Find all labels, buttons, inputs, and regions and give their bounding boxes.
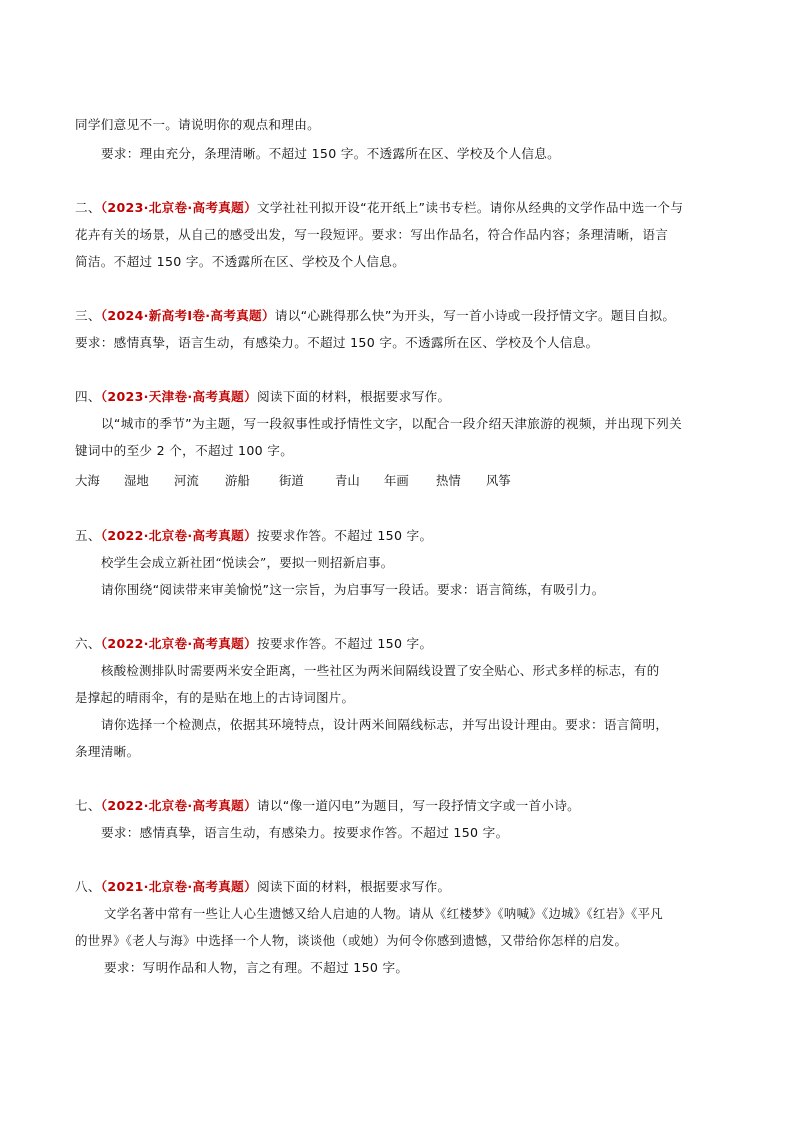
keyword: 河流 [174, 473, 199, 488]
question-text: 请以“心跳得那么快”为开头，写一首小诗或一段抒情文字。题目自拟。 [274, 308, 676, 323]
question-5-line [75, 528, 432, 544]
question-number: 四、 [75, 389, 101, 404]
keyword: 风筝 [486, 473, 511, 488]
question-text: 阅读下面的材料，根据要求写作。 [256, 879, 451, 894]
question-5-text: 请你围绕“阅读带来审美愉悦”这一宗旨，为启事写一段话。要求：语言简练，有吸引力。 [101, 582, 605, 597]
question-3-line [75, 308, 675, 324]
question-source: （2023·北京卷·高考真题） [100, 200, 257, 215]
keyword: 湿地 [124, 473, 149, 488]
question-8-text: 文学名著中常有一些让人心生遗憾又给人启迪的人物。请从《红楼梦》《呐喊》《边城》《红岩》《平凡 [104, 906, 663, 921]
keyword: 年画 [384, 473, 409, 488]
question-text: 按要求作答。不超过 150 字。 [256, 528, 433, 543]
keyword: 大海 [75, 473, 100, 488]
question-8-text: 的世界》《老人与海》中选择一个人物，谈谈他（或她）为何令你感到遗憾，又带给你怎样的启发。 [75, 933, 628, 948]
question-text: 请以“像一道闪电”为题目，写一段抒情文字或一首小诗。 [256, 798, 581, 813]
keyword: 青山 [335, 473, 360, 488]
question-text: 文学社社刊拟开设“花开纸上”读书专栏。请你从经典的文学作品中选一个与 [256, 200, 684, 215]
question-6-text: 是撑起的晴雨伞，有的是贴在地上的古诗词图片。 [75, 690, 355, 705]
question-8-requirement: 要求：写明作品和人物，言之有理。不超过 150 字。 [104, 960, 409, 975]
question-8-line [75, 879, 450, 895]
question-number: 三、 [75, 308, 101, 323]
question-2-text: 花卉有关的场景，从自己的感受出发，写一段短评。要求：写出作品名，符合作品内容；条理清晰，语言 [75, 227, 669, 242]
question-4-text: 以“城市的季节”为主题，写一段叙事性或抒情性文字，以配合一段介绍天津旅游的视频，并出现下列关 [101, 416, 682, 431]
question-number: 八、 [75, 879, 101, 894]
question-6-text: 条理清晰。 [75, 744, 140, 759]
question-5-text: 校学生会成立新社团“悦读会”，要拟一则招新启事。 [101, 555, 394, 570]
question-2-text: 简洁。不超过 150 字。不透露所在区、学校及个人信息。 [75, 254, 406, 269]
question-6-line [75, 636, 432, 652]
question-number: 五、 [75, 528, 101, 543]
question-6-text: 请你选择一个检测点，依据其环境特点，设计两米间隔线标志，并写出设计理由。要求：语言简明， [101, 717, 669, 732]
question-text: 按要求作答。不超过 150 字。 [256, 636, 433, 651]
keyword: 游船 [225, 473, 250, 488]
question-number: 二、 [75, 200, 101, 215]
question-7-line [75, 798, 580, 814]
intro-line: 同学们意见不一。请说明你的观点和理由。 [75, 117, 320, 132]
question-2-line [75, 200, 683, 216]
question-source: （2021·北京卷·高考真题） [100, 879, 257, 894]
question-4-line [75, 389, 450, 405]
question-source: （2022·北京卷·高考真题） [100, 798, 257, 813]
question-source: （2022·北京卷·高考真题） [100, 636, 257, 651]
keyword: 街道 [279, 473, 304, 488]
question-4-text: 键词中的至少 2 个，不超过 100 字。 [75, 443, 294, 458]
question-source: （2023·天津卷·高考真题） [100, 389, 257, 404]
intro-requirement: 要求：理由充分，条理清晰。不超过 150 字。不透露所在区、学校及个人信息。 [101, 146, 561, 161]
question-number: 六、 [75, 636, 101, 651]
question-source: （2022·北京卷·高考真题） [100, 528, 257, 543]
question-6-text: 核酸检测排队时需要两米安全距离，一些社区为两米间隔线设置了安全贴心、形式多样的标志，有的 [101, 663, 660, 678]
question-source: （2024·新高考Ⅰ卷·高考真题） [100, 308, 275, 323]
question-3-requirement: 要求：感情真挚，语言生动，有感染力。不超过 150 字。不透露所在区、学校及个人信息。 [75, 335, 599, 350]
keyword: 热情 [436, 473, 461, 488]
question-text: 阅读下面的材料，根据要求写作。 [256, 389, 451, 404]
question-number: 七、 [75, 798, 101, 813]
question-7-requirement: 要求：感情真挚，语言生动，有感染力。按要求作答。不超过 150 字。 [101, 825, 509, 840]
